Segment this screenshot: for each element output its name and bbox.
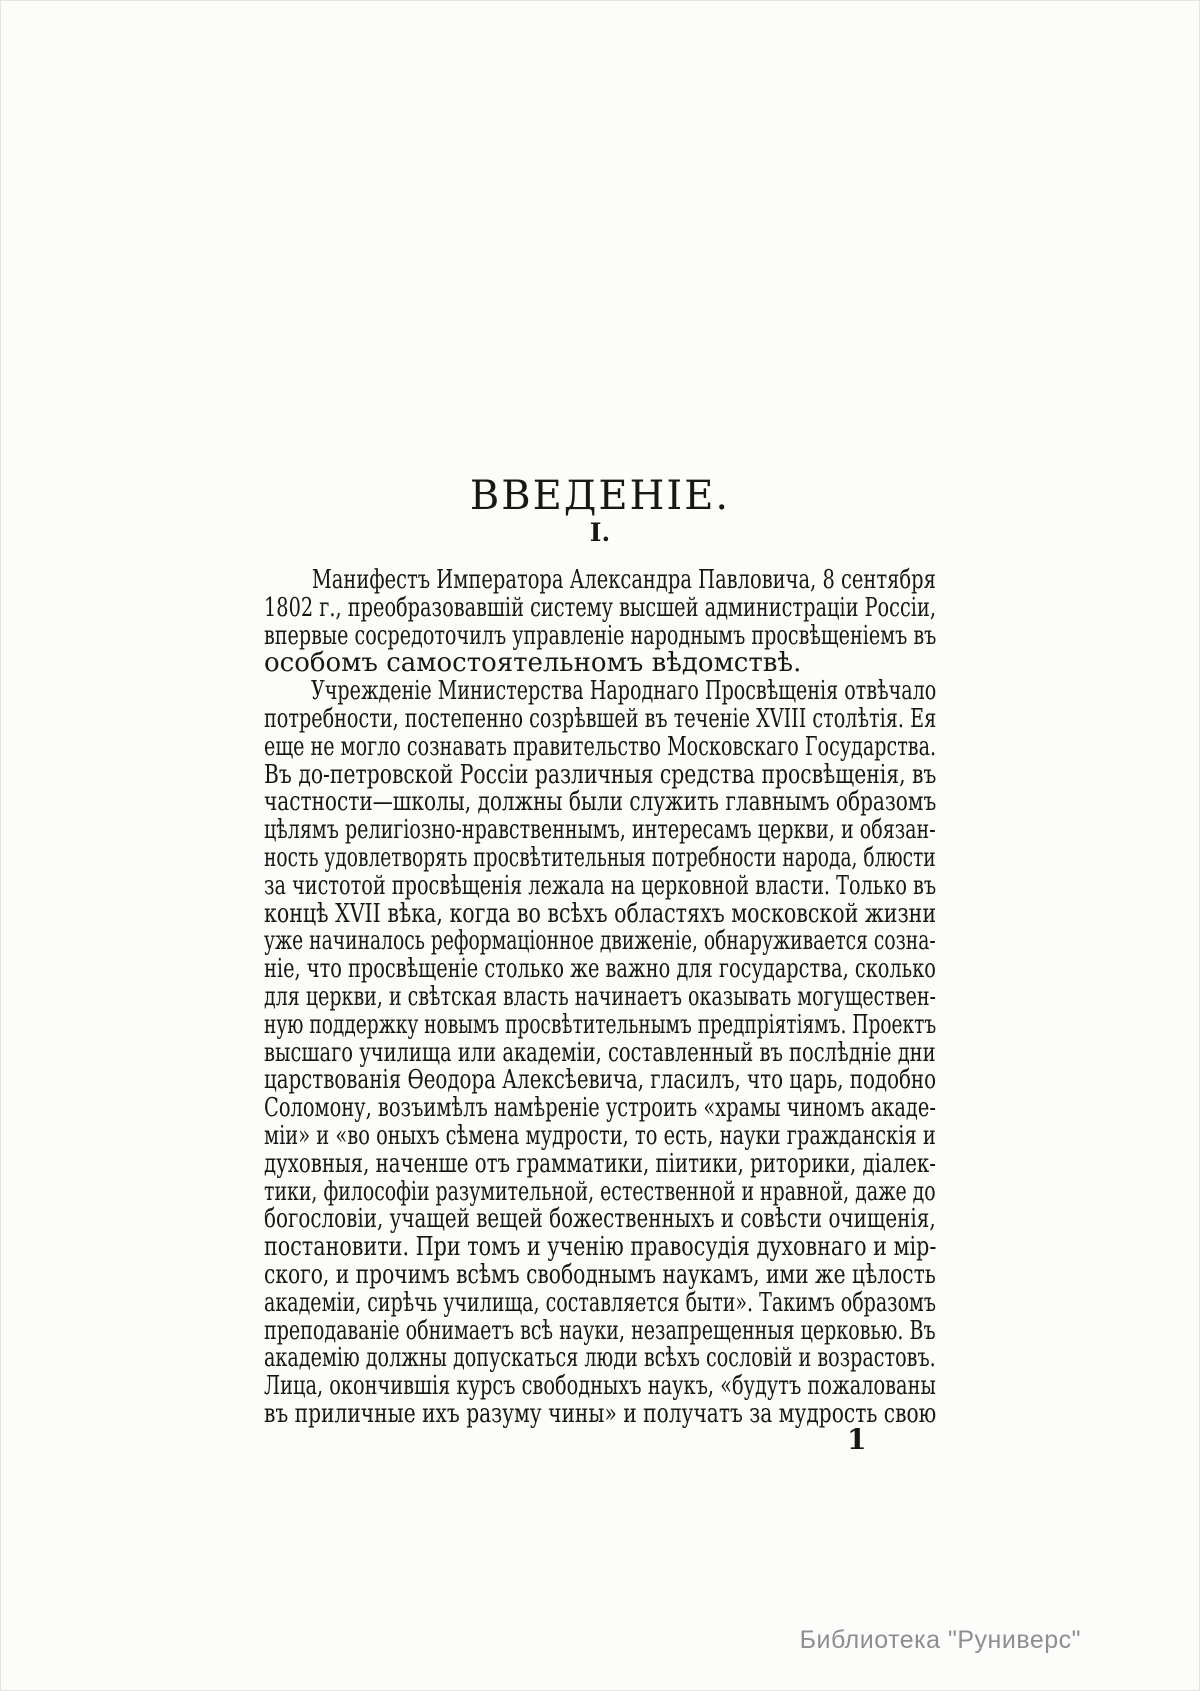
text-line: Въ до-петровской Россіи различныя средства просвѣщенія, въ (264, 759, 937, 790)
text-line: Учрежденіе Министерства Народнаго Просвѣщенія отвѣчало (311, 676, 937, 707)
text-line: академію должны допускаться люди всѣхъ сословій и возрастовъ. (264, 1343, 936, 1374)
text-line: цѣлямъ религіозно-нравственнымъ, интересамъ церкви, и обязан- (264, 815, 936, 846)
text-line: частности—школы, должны были служить главнымъ образомъ (264, 787, 937, 818)
text-line: ского, и прочимъ всѣмъ свободнымъ наукамъ, ими же цѣлость (264, 1259, 936, 1290)
text-line: впервые сосредоточилъ управленіе народнымъ просвѣщеніемъ въ (264, 620, 937, 651)
watermark: Библиотека "Руниверс" (799, 1626, 1081, 1654)
text-line: богословіи, учащей вещей божественныхъ и совѣсти очищенія, (264, 1204, 936, 1235)
text-line: ность удовлетворять просвѣтительныя потребности народа, блюсти (264, 842, 936, 873)
section-heading: I. (589, 518, 611, 547)
page-title: ВВЕДЕНІЕ. (469, 472, 731, 519)
text-line: для церкви, и свѣтская власть начинаетъ оказывать могуществен- (264, 981, 936, 1012)
text-line: Лица, окончившія курсъ свободныхъ наукъ, «будутъ пожалованы (264, 1371, 936, 1402)
text-line: Манифестъ Императора Александра Павловича, 8 сентября (311, 565, 936, 595)
text-line: ніе, что просвѣщеніе столько же важно для государства, сколько (264, 954, 936, 985)
text-line: міи» и «во оныхъ сѣмена мудрости, то есть, науки гражданскія и (264, 1120, 936, 1151)
page-number: 1 (847, 1423, 867, 1456)
text-line: царствованія Ѳеодора Алексѣевича, гласилъ, что царь, подобно (264, 1065, 937, 1096)
text-line: особомъ самостоятельномъ вѣдомствѣ. (264, 648, 802, 679)
text-line: постановити. При томъ и ученію правосудія духовнаго и мір- (264, 1232, 937, 1263)
body-text (264, 567, 936, 1429)
text-line: тики, философіи разумительной, естественной и нравной, даже до (264, 1176, 936, 1207)
text-line: 1802 г., преобразовавшій систему высшей администраціи Россіи, (264, 592, 936, 623)
text-line: потребности, постепенно созрѣвшей въ теченіе XVIII столѣтія. Ея (264, 703, 937, 734)
text-line: Соломону, возъимѣлъ намѣреніе устроить «храмы чиномъ акаде- (264, 1093, 936, 1124)
text-line: уже начиналось реформаціонное движеніе, обнаруживается созна- (264, 926, 936, 957)
text-line: духовныя, наченше отъ грамматики, піитики, риторики, діалек- (264, 1148, 936, 1179)
paragraph (264, 678, 936, 1429)
text-line: высшаго училища или академіи, составленный въ послѣдніе дни (264, 1037, 936, 1068)
paragraph (264, 567, 936, 678)
text-line: академіи, сирѣчь училища, составляется быти». Такимъ образомъ (264, 1287, 936, 1318)
text-line: за чистотой просвѣщенія лежала на церковной власти. Только въ (264, 870, 937, 901)
paragraphs (264, 567, 936, 1429)
text-line: преподаваніе обнимаетъ всѣ науки, незапрещенныя церковью. Въ (264, 1315, 936, 1346)
text-line: ную поддержку новымъ просвѣтительнымъ предпріятіямъ. Проектъ (264, 1009, 937, 1040)
text-line: еще не могло сознавать правительство Московскаго Государства. (264, 731, 937, 762)
text-line: концѣ XVII вѣка, когда во всѣхъ областяхъ московской жизни (264, 898, 937, 929)
text-line: въ приличные ихъ разуму чины» и получатъ за мудрость свою (264, 1398, 937, 1429)
